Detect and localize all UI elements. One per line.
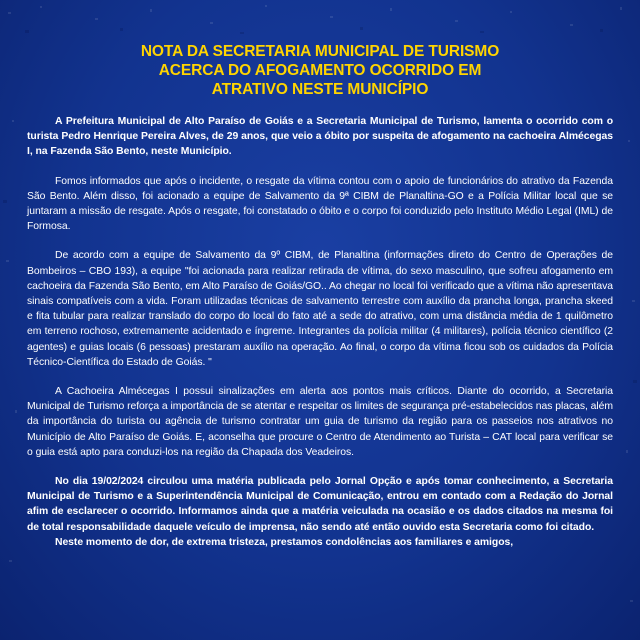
paragraph-fire-department: De acordo com a equipe de Salvamento da 9º CIBM, de Planaltina (informações direto do Centro de Operações de Bombeiros – CBO 193), a equipe "foi acionada para realizar retirada de vítima, do sexo masculino, que sofreu afogamento em cachoeira da Fazenda São Bento, em Alto Paraíso de Goiás/GO.. Ao chegar no local foi verificado que a vítima não apresentava sinais compatíveis com a vida. Foram utilizadas técnicas de salvamento terrestre com auxílio da prancha longa, prancha skeed e fita tubular para realizar translado do corpo do local do fato até a sede do atrativo, com uma distância média de 1 quilômetro em terreno rochoso, extremamente acidentado e íngreme. Integrantes da polícia militar (4 militares), polícia técnico científico (2 agentes) e guias locais (6 pessoas) prestaram auxílio na operação. Ao final, o corpo da vítima ficou sob os cuidados da Polícia Técnico-Científica do Estado de Goiás. " xyxy=(27,250,613,368)
title-line-1: NOTA DA SECRETARIA MUNICIPAL DE TURISMO xyxy=(140,43,500,60)
paragraph-rescue: Fomos informados que após o incidente, o resgate da vítima contou com o apoio de funcionários do atrativo da Fazenda São Bento. Além disso, foi acionado a equipe de Salvamento da 9ª CIBM de Planaltina-GO e a Polícia Militar local que se juntaram a missão de resgate. Após o resgate, foi constatado o óbito e o corpo foi conduzido pelo Instituto Médio Legal (IML) de Formosa. xyxy=(27,175,613,233)
title-line-2: ACERCA DO AFOGAMENTO OCORRIDO EM xyxy=(158,62,482,79)
paragraph-safety: A Cachoeira Almécegas I possui sinalizações em alerta aos pontos mais críticos. Diante do ocorrido, a Secretaria Municipal de Turismo reforça a importância de se atentar e respeitar os limites de segurança pré-estabelecidos nas placas, além da importância do turista ou agência de turismo contratar um guia de turismo da região para os passeios nos atrativos no Município de Alto Paraíso de Goiás. E, aconselha que procure o Centro de Atendimento ao Turista – CAT local para verificar se o guia está apto para conduzi-los na região da Chapada dos Veadeiros. xyxy=(27,386,613,458)
paragraph-press: No dia 19/02/2024 circulou uma matéria publicada pelo Jornal Opção e após tomar conhecimento, a Secretaria Municipal de Turismo e a Superintendência Municipal de Comunicação, entrou em contado com a Redação do Jornal afim de esclarecer o ocorrido. Informamos ainda que a matéria veiculada na ocasião e os dados citados na mesma foi de total responsabilidade daquele veículo de imprensa, não sendo até então ouvido esta Secretaria como foi citado. xyxy=(27,476,613,533)
page-title xyxy=(27,42,613,99)
paragraph-condolences: Neste momento de dor, de extrema tristeza, prestamos condolências aos familiares e amigos, xyxy=(55,536,514,548)
paragraph-intro: A Prefeitura Municipal de Alto Paraíso de Goiás e a Secretaria Municipal de Turismo, lamenta o ocorrido com o turista Pedro Henrique Pereira Alves, de 29 anos, que veio a óbito por suspeita de afogamento na cachoeira Almécegas I, na Fazenda São Bento, neste Município. xyxy=(27,116,613,158)
title-line-3: ATRATIVO NESTE MUNICÍPIO xyxy=(211,81,429,98)
